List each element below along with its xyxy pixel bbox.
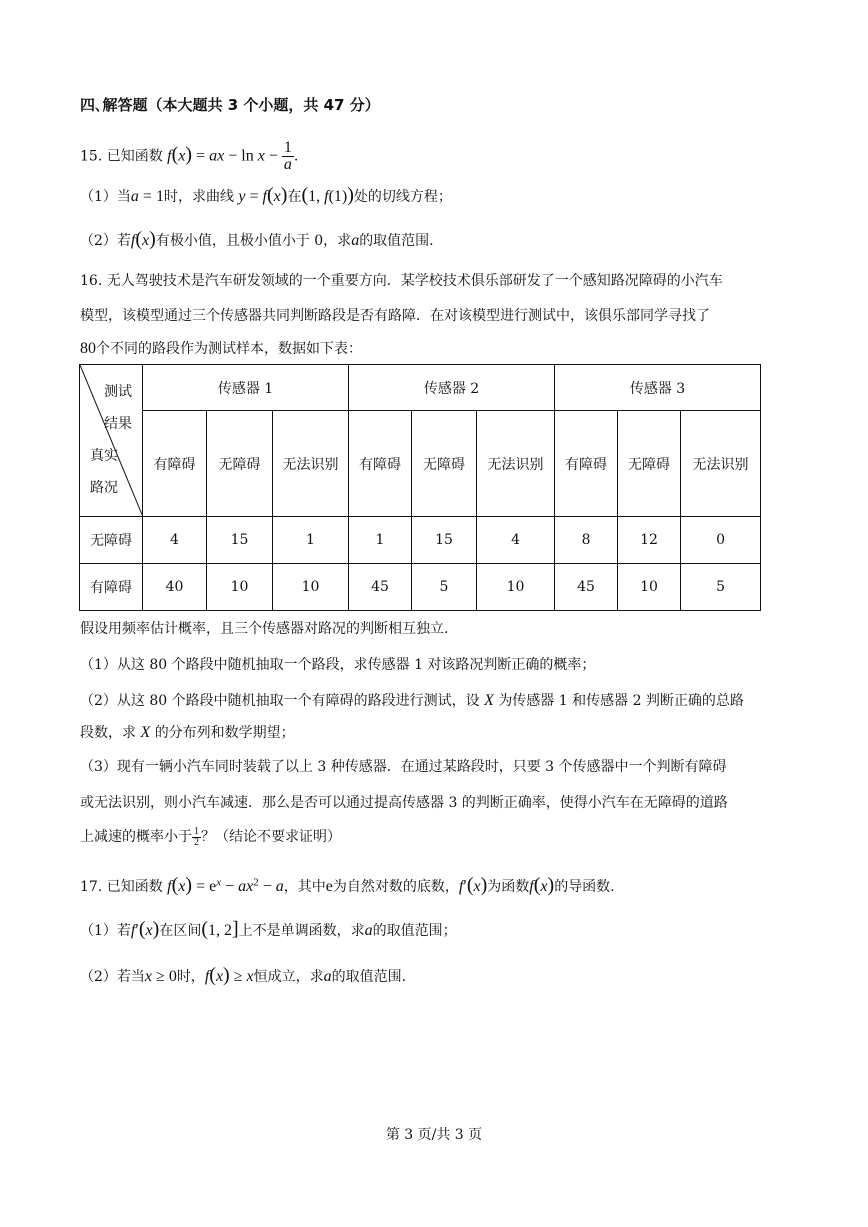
table-cell: 5 xyxy=(412,564,477,611)
table-cell: 12 xyxy=(618,517,681,564)
question-16-part-1: （1）从这 80 个路段中随机抽取一个路段，求传感器 1 对该路况判断正确的概率； xyxy=(80,657,596,673)
question-16-part-2: （2）从这 80 个路段中随机抽取一个有障碍的路段进行测试，设 X 为传感器 1 和传感器 2 判断正确的总路 xyxy=(80,692,744,709)
table-cell: 1 xyxy=(273,517,349,564)
question-16-line-2: 模型，该模型通过三个传感器共同判断路段是否有路障．在对该模型进行测试中，该俱乐部同学寻找了 xyxy=(80,308,710,324)
table-cell: 10 xyxy=(477,564,555,611)
table-row xyxy=(80,517,761,564)
question-15-part-1: （1）当a = 1时，求曲线 y = f(x)在(1, f(1))处的切线方程； xyxy=(80,184,452,206)
fraction-one-half: $\frac{1}{2}$ xyxy=(194,825,199,848)
question-16-part-3: （3）现有一辆小汽车同时装载了以上 3 种传感器．在通过某路段时，只要 3 个传感器中一个判断有障碍 xyxy=(80,759,727,775)
question-17-part-2: （2）若当x ≥ 0时，f(x) ≥ x恒成立，求a的取值范围. xyxy=(80,964,407,986)
sub-header: 无法识别 xyxy=(273,411,349,517)
question-15-part-2: （2）若f(x)有极小值，且极小值小于 0，求a的取值范围. xyxy=(80,228,434,250)
table-cell: 0 xyxy=(681,517,761,564)
table-cell: 4 xyxy=(477,517,555,564)
table-cell: 1 xyxy=(349,517,412,564)
table-cell: 40 xyxy=(143,564,207,611)
sub-header: 无障碍 xyxy=(412,411,477,517)
sub-header: 无法识别 xyxy=(681,411,761,517)
question-16-part-3-cont: 或无法识别，则小汽车减速．那么是否可以通过提高传感器 3 的判断正确率，使得小汽车在无障碍的道路 xyxy=(80,795,728,811)
question-16-line-1: 16. 无人驾驶技术是汽车研发领域的一个重要方向．某学校技术俱乐部研发了一个感知路况障碍的小汽车 xyxy=(80,273,723,289)
table-cell: 10 xyxy=(618,564,681,611)
header-sensor-1: 传感器 1 xyxy=(143,365,349,411)
page-footer: 第 3 页/共 3 页 xyxy=(385,1127,483,1143)
table-cell: 15 xyxy=(412,517,477,564)
header-sensor-2: 传感器 2 xyxy=(349,365,555,411)
question-16-assumption: 假设用频率估计概率，且三个传感器对路况的判断相互独立. xyxy=(80,621,449,637)
sub-header: 无障碍 xyxy=(618,411,681,517)
table-cell: 8 xyxy=(555,517,618,564)
question-17-stem: 17. 已知函数 $f(x) = e^x - ax^2 - a$，其中e为自然对数的底数，f′(x)为函数f(x)的导函数. xyxy=(80,874,615,896)
fraction-one-over-a: $\frac{1}{a}$ xyxy=(283,139,292,173)
table-corner-cell: 测试 结果 真实 路况 xyxy=(80,365,143,517)
question-17-part-1: （1）若f′(x)在区间(1, 2]上不是单调函数，求a的取值范围； xyxy=(80,918,457,940)
sub-header: 无法识别 xyxy=(477,411,555,517)
table-cell: 10 xyxy=(273,564,349,611)
sensor-data-table xyxy=(79,364,761,611)
table-row xyxy=(80,564,761,611)
question-15-stem: 15. 已知函数 f(x) = ax − ln x − $\frac{1}{a}$ . xyxy=(80,139,299,173)
sub-header: 有障碍 xyxy=(143,411,207,517)
sub-header: 有障碍 xyxy=(349,411,412,517)
table-cell: 5 xyxy=(681,564,761,611)
table-cell: 45 xyxy=(349,564,412,611)
question-16-line-3: 80个不同的路段作为测试样本，数据如下表： xyxy=(80,340,362,357)
sub-header: 有障碍 xyxy=(555,411,618,517)
sub-header: 无障碍 xyxy=(207,411,273,517)
table-cell: 4 xyxy=(143,517,207,564)
table-cell: 10 xyxy=(207,564,273,611)
section-title: 四､解答题（本大题共 3 个小题，共 47 分） xyxy=(80,96,380,114)
formula-15: f xyxy=(167,147,172,165)
row-label: 有障碍 xyxy=(80,564,143,611)
table-cell: 45 xyxy=(555,564,618,611)
table-cell: 15 xyxy=(207,517,273,564)
row-label: 无障碍 xyxy=(80,517,143,564)
question-16-part-3-end: 上减速的概率小于 $\frac{1}{2}$ ？（结论不要求证明） xyxy=(80,825,341,848)
question-16-part-2-cont: 段数，求 X 的分布列和数学期望； xyxy=(80,724,295,741)
header-sensor-3: 传感器 3 xyxy=(555,365,761,411)
